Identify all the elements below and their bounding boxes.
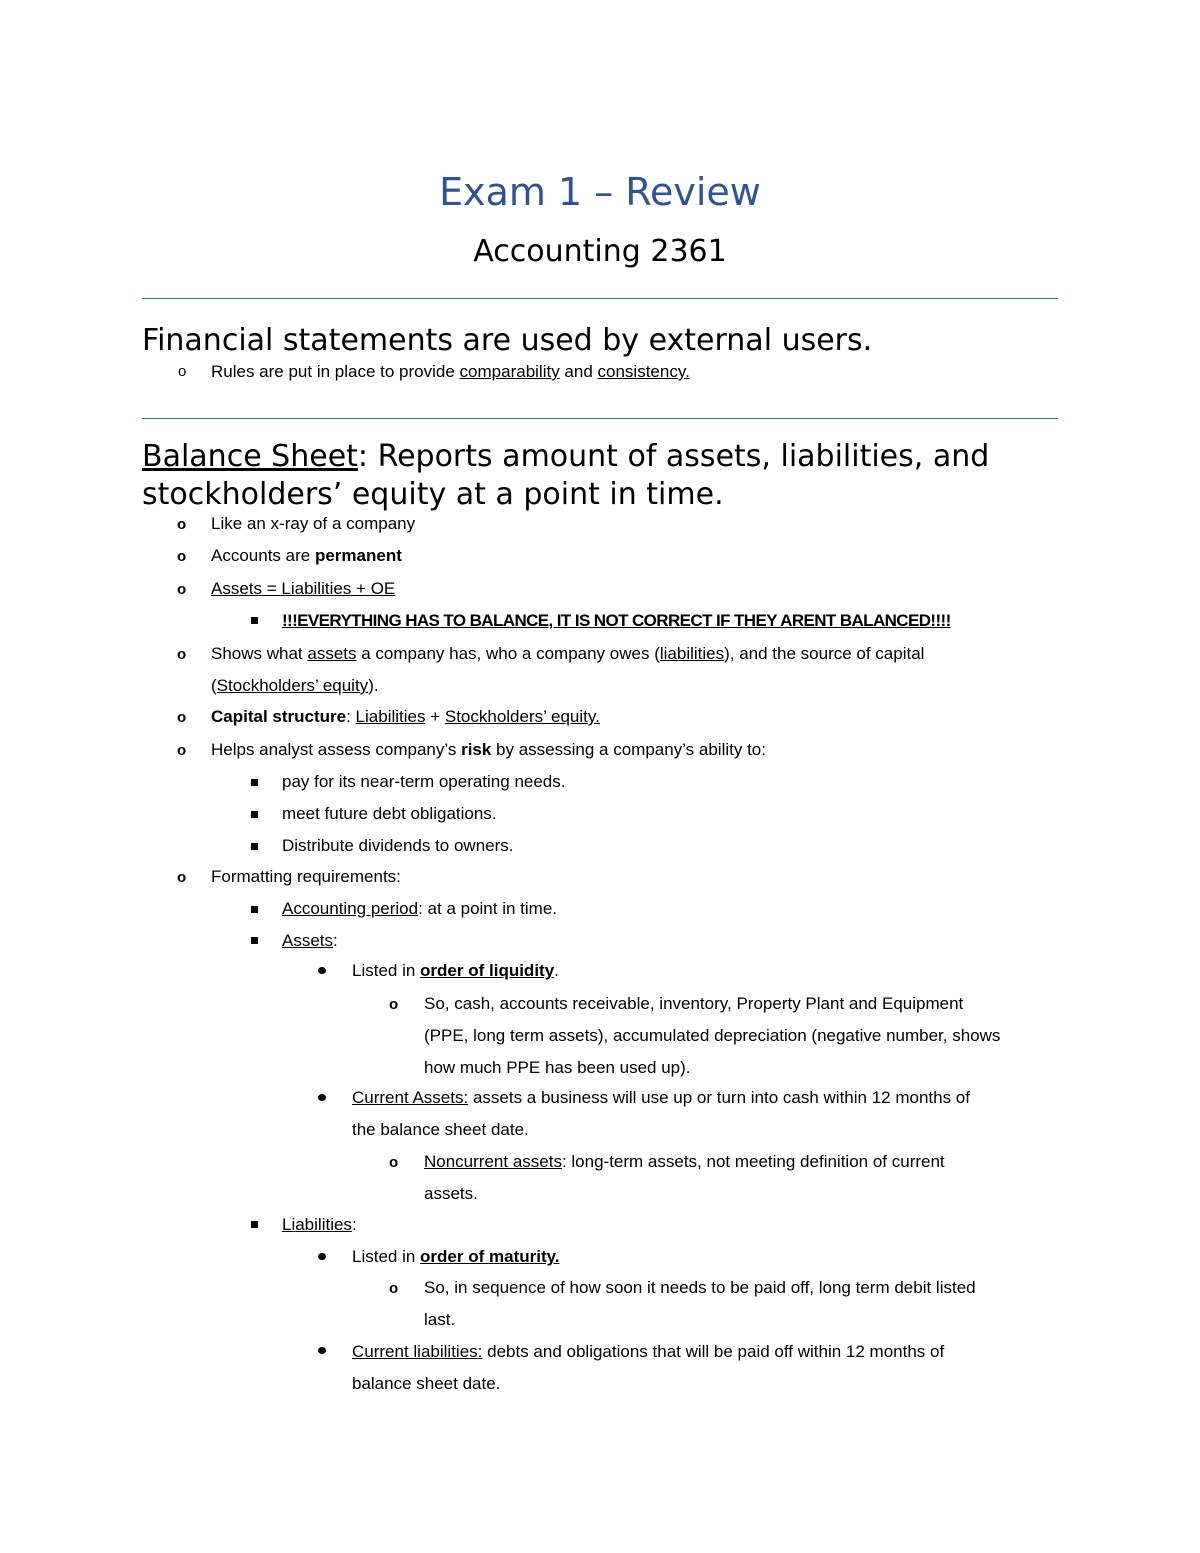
- bullet-text-continued: how much PPE has been used up).: [424, 1058, 691, 1077]
- bullet-o: o: [177, 869, 187, 886]
- bullet-text: Accounting period: at a point in time.: [282, 899, 557, 918]
- round-bullet: [318, 1094, 326, 1101]
- bullet-text: Assets = Liabilities + OE: [211, 579, 396, 598]
- section-heading-balance-sheet-line2: stockholders’ equity at a point in time.: [142, 477, 724, 512]
- bullet-o: o: [177, 742, 187, 759]
- bullet-o: o: [177, 581, 187, 598]
- document-subtitle: Accounting 2361: [473, 234, 727, 269]
- bullet-text: Current liabilities: debts and obligations that will be paid off within 12 months of: [352, 1342, 945, 1361]
- bullet-text: Accounts are permanent: [211, 546, 402, 565]
- divider: [142, 298, 1058, 299]
- bullet-text-continued: the balance sheet date.: [352, 1120, 529, 1139]
- section-heading-financial-statements: Financial statements are used by external users.: [142, 323, 873, 358]
- bullet-text-continued: assets.: [424, 1184, 478, 1203]
- round-bullet: [318, 1347, 326, 1354]
- square-bullet: [251, 843, 258, 850]
- bullet-text: Listed in order of maturity.: [352, 1247, 560, 1266]
- section-heading-balance-sheet: Balance Sheet: Reports amount of assets, liabilities, and: [142, 439, 990, 474]
- bullet-text: Shows what assets a company has, who a company owes (liabilities), and the source of capital: [211, 644, 925, 663]
- bullet-o: o: [178, 363, 187, 380]
- bullet-text: Distribute dividends to owners.: [282, 836, 514, 855]
- bullet-text-continued: (PPE, long term assets), accumulated depreciation (negative number, shows: [424, 1026, 1001, 1045]
- document-title: Exam 1 – Review: [439, 170, 761, 214]
- round-bullet: [318, 967, 326, 974]
- bullet-text: So, cash, accounts receivable, inventory, Property Plant and Equipment: [424, 994, 964, 1013]
- bullet-o: o: [389, 996, 399, 1013]
- bullet-text-continued: balance sheet date.: [352, 1374, 501, 1393]
- square-bullet: [251, 906, 258, 913]
- divider: [142, 418, 1058, 419]
- square-bullet: [251, 779, 258, 786]
- bullet-o: o: [177, 516, 187, 533]
- bullet-text-continued: last.: [424, 1310, 456, 1329]
- bullet-o: o: [177, 548, 187, 565]
- square-bullet: [251, 937, 258, 944]
- bullet-text: Helps analyst assess company’s risk by assessing a company’s ability to:: [211, 740, 766, 759]
- bullet-text: Capital structure: Liabilities + Stockholders’ equity.: [211, 707, 600, 726]
- bullet-text-continued: (Stockholders’ equity).: [211, 676, 379, 695]
- bullet-text: Noncurrent assets: long-term assets, not meeting definition of current: [424, 1152, 945, 1171]
- bullet-o: o: [177, 646, 187, 663]
- square-bullet: [251, 617, 258, 624]
- bullet-text: Liabilities:: [282, 1215, 357, 1234]
- bullet-text: So, in sequence of how soon it needs to be paid off, long term debit listed: [424, 1278, 976, 1297]
- square-bullet: [251, 1221, 258, 1228]
- square-bullet: [251, 811, 258, 818]
- bullet-o: o: [389, 1280, 399, 1297]
- bullet-o: o: [389, 1154, 399, 1171]
- bullet-text: pay for its near-term operating needs.: [282, 772, 566, 791]
- bullet-text: Current Assets: assets a business will use up or turn into cash within 12 months of: [352, 1088, 970, 1107]
- bullet-text: Assets:: [282, 931, 338, 950]
- bullet-text-rules: Rules are put in place to provide comparability and consistency.: [211, 362, 690, 381]
- bullet-text: meet future debt obligations.: [282, 804, 497, 823]
- bullet-text: Like an x-ray of a company: [211, 514, 416, 533]
- bullet-text-balance-warning: !!!EVERYTHING HAS TO BALANCE, IT IS NOT CORRECT IF THEY ARENT BALANCED!!!!: [282, 611, 951, 630]
- bullet-o: o: [177, 709, 187, 726]
- bullet-text: Formatting requirements:: [211, 867, 401, 886]
- round-bullet: [318, 1253, 326, 1260]
- bullet-text: Listed in order of liquidity.: [352, 961, 559, 980]
